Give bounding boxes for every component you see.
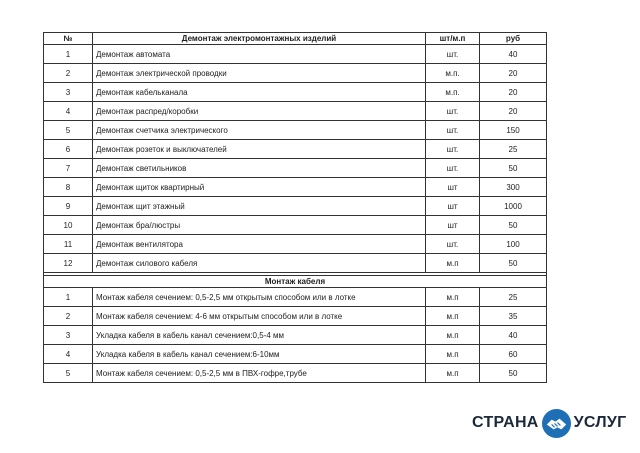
row-service-name: Демонтаж щит этажный — [93, 197, 426, 216]
row-service-name: Демонтаж бра/люстры — [93, 216, 426, 235]
row-price: 20 — [480, 83, 547, 102]
row-number: 5 — [44, 364, 93, 383]
row-unit: м.п. — [426, 83, 480, 102]
row-service-name: Демонтаж светильников — [93, 159, 426, 178]
strana-uslug-logo — [472, 406, 630, 440]
section-title: Монтаж кабеля — [44, 276, 547, 288]
row-service-name: Демонтаж счетчика электрического — [93, 121, 426, 140]
row-service-name: Демонтаж автомата — [93, 45, 426, 64]
row-price: 20 — [480, 64, 547, 83]
row-unit: шт. — [426, 102, 480, 121]
logo-text-left: СТРАНА — [472, 414, 539, 431]
row-service-name: Укладка кабеля в кабель канал сечением:6-10мм — [93, 345, 426, 364]
table-row — [44, 178, 547, 197]
price-table — [43, 32, 547, 383]
row-number: 1 — [44, 288, 93, 307]
row-service-name: Монтаж кабеля сечением: 0,5-2,5 мм в ПВХ-гофре,трубе — [93, 364, 426, 383]
section-heading-row — [44, 276, 547, 288]
row-number: 4 — [44, 345, 93, 364]
row-number: 12 — [44, 254, 93, 273]
table-row — [44, 45, 547, 64]
row-service-name: Демонтаж кабельканала — [93, 83, 426, 102]
row-unit: шт — [426, 178, 480, 197]
row-unit: м.п — [426, 254, 480, 273]
row-price: 40 — [480, 326, 547, 345]
handshake-icon — [541, 408, 572, 439]
row-number: 5 — [44, 121, 93, 140]
table-row — [44, 216, 547, 235]
logo-text-right: УСЛУГ — [573, 414, 627, 431]
row-service-name: Демонтаж распред/коробки — [93, 102, 426, 121]
table-row — [44, 64, 547, 83]
table-row — [44, 102, 547, 121]
row-service-name: Укладка кабеля в кабель канал сечением:0,5-4 мм — [93, 326, 426, 345]
row-number: 2 — [44, 64, 93, 83]
row-price: 35 — [480, 307, 547, 326]
row-service-name: Демонтаж электрической проводки — [93, 64, 426, 83]
row-unit: шт — [426, 197, 480, 216]
row-service-name: Демонтаж силового кабеля — [93, 254, 426, 273]
table-row — [44, 364, 547, 383]
table-row — [44, 140, 547, 159]
row-number: 8 — [44, 178, 93, 197]
row-number: 6 — [44, 140, 93, 159]
row-unit: м.п — [426, 288, 480, 307]
row-price: 100 — [480, 235, 547, 254]
row-service-name: Демонтаж розеток и выключателей — [93, 140, 426, 159]
row-service-name: Демонтаж щиток квартирный — [93, 178, 426, 197]
table-row — [44, 345, 547, 364]
row-number: 11 — [44, 235, 93, 254]
table-row — [44, 83, 547, 102]
row-unit: шт. — [426, 140, 480, 159]
row-unit: м.п — [426, 307, 480, 326]
row-unit: шт. — [426, 45, 480, 64]
row-unit: шт — [426, 216, 480, 235]
row-number: 9 — [44, 197, 93, 216]
row-price: 50 — [480, 254, 547, 273]
row-price: 50 — [480, 364, 547, 383]
header-price: руб — [480, 33, 547, 45]
row-unit: шт. — [426, 235, 480, 254]
row-price: 40 — [480, 45, 547, 64]
row-number: 4 — [44, 102, 93, 121]
row-price: 1000 — [480, 197, 547, 216]
row-number: 3 — [44, 326, 93, 345]
row-price: 25 — [480, 288, 547, 307]
row-price: 60 — [480, 345, 547, 364]
table-row — [44, 288, 547, 307]
row-unit: шт. — [426, 159, 480, 178]
row-service-name: Монтаж кабеля сечением: 0,5-2,5 мм открытым способом или в лотке — [93, 288, 426, 307]
row-unit: м.п — [426, 364, 480, 383]
table-row — [44, 307, 547, 326]
table-row — [44, 159, 547, 178]
row-unit: м.п — [426, 345, 480, 364]
table-row — [44, 121, 547, 140]
table-row — [44, 235, 547, 254]
row-price: 50 — [480, 216, 547, 235]
table-row — [44, 254, 547, 273]
row-unit: м.п. — [426, 64, 480, 83]
header-unit: шт/м.п — [426, 33, 480, 45]
row-price: 150 — [480, 121, 547, 140]
header-num: № — [44, 33, 93, 45]
row-unit: м.п — [426, 326, 480, 345]
table-header-row — [44, 33, 547, 45]
row-number: 7 — [44, 159, 93, 178]
row-service-name: Монтаж кабеля сечением: 4-6 мм открытым способом или в лотке — [93, 307, 426, 326]
header-name: Демонтаж электромонтажных изделий — [93, 33, 426, 45]
row-price: 20 — [480, 102, 547, 121]
table-row — [44, 326, 547, 345]
row-service-name: Демонтаж вентилятора — [93, 235, 426, 254]
row-number: 2 — [44, 307, 93, 326]
row-number: 1 — [44, 45, 93, 64]
row-price: 50 — [480, 159, 547, 178]
table-row — [44, 197, 547, 216]
row-price: 25 — [480, 140, 547, 159]
row-unit: шт. — [426, 121, 480, 140]
row-number: 10 — [44, 216, 93, 235]
row-price: 300 — [480, 178, 547, 197]
row-number: 3 — [44, 83, 93, 102]
